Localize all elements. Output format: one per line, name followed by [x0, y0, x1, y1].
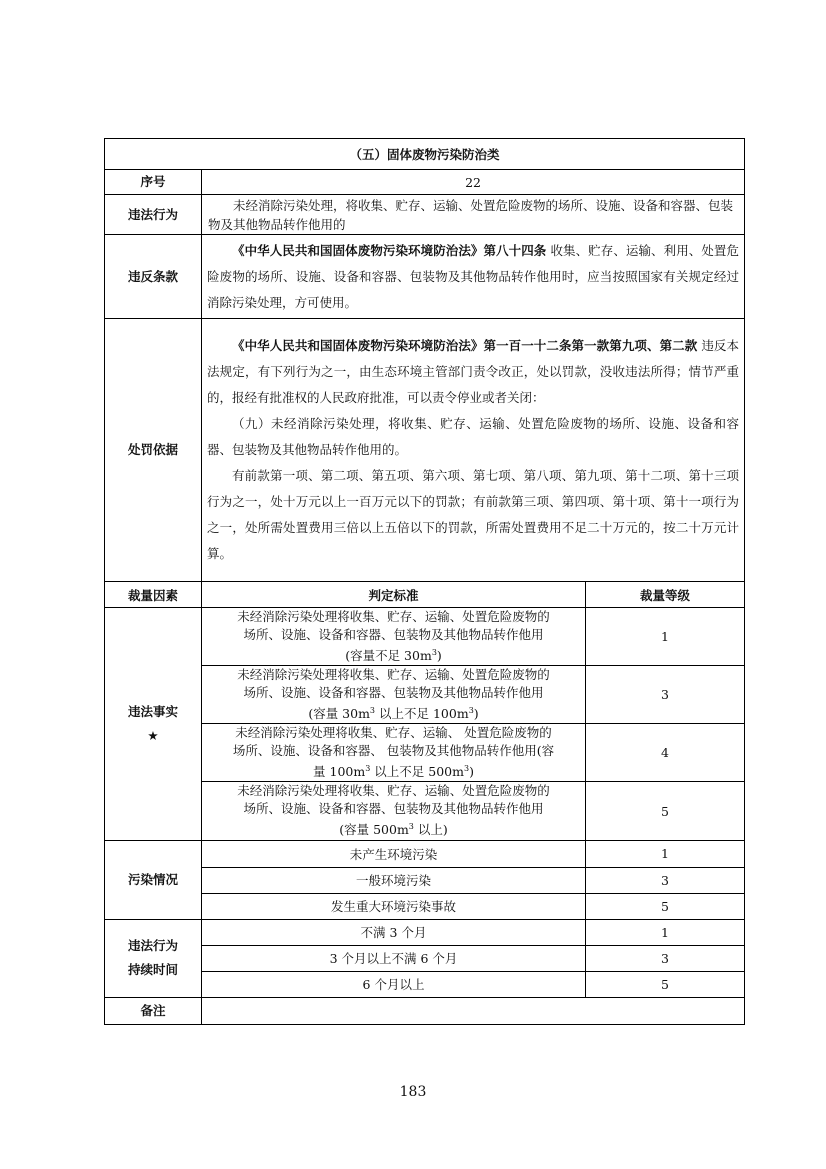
facts-star: ★: [147, 727, 159, 743]
duration-standard: 不满 3 个月: [202, 919, 586, 945]
duration-grade: 5: [586, 971, 745, 997]
duration-standard: 3 个月以上不满 6 个月: [202, 945, 586, 971]
pollution-standard: 未产生环境污染: [202, 840, 586, 867]
facts-grade: 4: [586, 724, 745, 782]
discretion-table: [104, 138, 745, 1025]
penalty-para-3: 有前款第一项、第二项、第五项、第六项、第七项、第八项、第九项、第十二项、第十三项行为之一，处十万元以上一百万元以下的罚款；有前款第三项、第四项、第十项、第十一项行为之一，处所需处置费用三倍以上五倍以下的罚款，所需处置费用不足二十万元的，按二十万元计算。: [207, 468, 740, 561]
pollution-grade: 1: [586, 840, 745, 867]
act-text: 未经消除污染处理，将收集、贮存、运输、处置危险废物的场所、设施、设备和容器、包装物及其他物品转作他用的: [202, 195, 745, 235]
duration-grade: 3: [586, 945, 745, 971]
table-title: （五）固体废物污染防治类: [105, 139, 745, 170]
seq-value: 22: [202, 170, 745, 195]
violate-text: 收集、贮存、运输、利用、处置危险废物的场所、设施、设备和容器、包装物及其他物品转作他用时，应当按照国家有关规定经过消除污染处理，方可使用。: [207, 242, 740, 310]
pollution-grade: 3: [586, 867, 745, 893]
pollution-label: 污染情况: [105, 840, 202, 919]
penalty-law: 《中华人民共和国固体废物污染环境防治法》第一百一十二条第一款第九项、第二款: [232, 338, 698, 353]
facts-label-cell: [105, 608, 202, 841]
factor-header: 裁量因素: [105, 582, 202, 608]
duration-label-2: 持续时间: [127, 962, 178, 978]
violate-cell: [202, 235, 745, 319]
facts-standard: 未经消除污染处理将收集、贮存、运输、处置危险废物的 场所、设施、设备和容器、包装物及其他物品转作他用 (容量 $500m^3$ 以上): [202, 782, 586, 840]
penalty-para-1: [207, 333, 739, 411]
pollution-standard: 一般环境污染: [202, 867, 586, 893]
seq-label: 序号: [105, 170, 202, 195]
facts-grade: 3: [586, 666, 745, 724]
violate-law: 《中华人民共和国固体废物污染环境防治法》第八十四条: [232, 242, 547, 258]
pollution-standard: 发生重大环境污染事故: [202, 893, 586, 919]
facts-standard: 未经消除污染处理将收集、贮存、运输、 处置危险废物的 场所、设施、设备和容器、 包装物及其他物品转作他用(容 量 $100m^3$ 以上不足 $500m^3$): [202, 724, 586, 782]
facts-standard: 未经消除污染处理将收集、贮存、运输、处置危险废物的 场所、设施、设备和容器、包装物及其他物品转作他用 (容量不足 $30m^3$): [202, 608, 586, 666]
facts-label: 违法事实: [127, 703, 178, 719]
duration-standard: 6 个月以上: [202, 971, 586, 997]
pollution-grade: 5: [586, 893, 745, 919]
facts-grade: 1: [586, 608, 745, 666]
act-label: 违法行为: [105, 195, 202, 235]
facts-standard: 未经消除污染处理将收集、贮存、运输、处置危险废物的 场所、设施、设备和容器、包装物及其他物品转作他用 (容量 $30m^3$ 以上不足 $100m^3$): [202, 666, 586, 724]
violate-label: 违反条款: [105, 235, 202, 319]
penalty-para-2: （九）未经消除污染处理，将收集、贮存、运输、处置危险废物的场所、设施、设备和容器、包装物及其他物品转作他用的。: [207, 416, 740, 457]
penalty-text-1: 违反本法规定，有下列行为之一，由生态环境主管部门责令改正，处以罚款，没收违法所得；情节严重的，报经有批准权的人民政府批准，可以责令停业或者关闭：: [207, 338, 740, 405]
grade-header: 裁量等级: [586, 582, 745, 608]
remark-label: 备注: [105, 997, 202, 1024]
remark-value: [202, 997, 745, 1024]
facts-grade: 5: [586, 782, 745, 840]
penalty-label: 处罚依据: [105, 319, 202, 582]
standard-header: 判定标准: [202, 582, 586, 608]
duration-label-cell: [105, 919, 202, 997]
duration-label-1: 违法行为: [127, 938, 178, 954]
penalty-cell: [202, 319, 745, 582]
duration-grade: 1: [586, 919, 745, 945]
page-number: 183: [399, 1084, 427, 1100]
